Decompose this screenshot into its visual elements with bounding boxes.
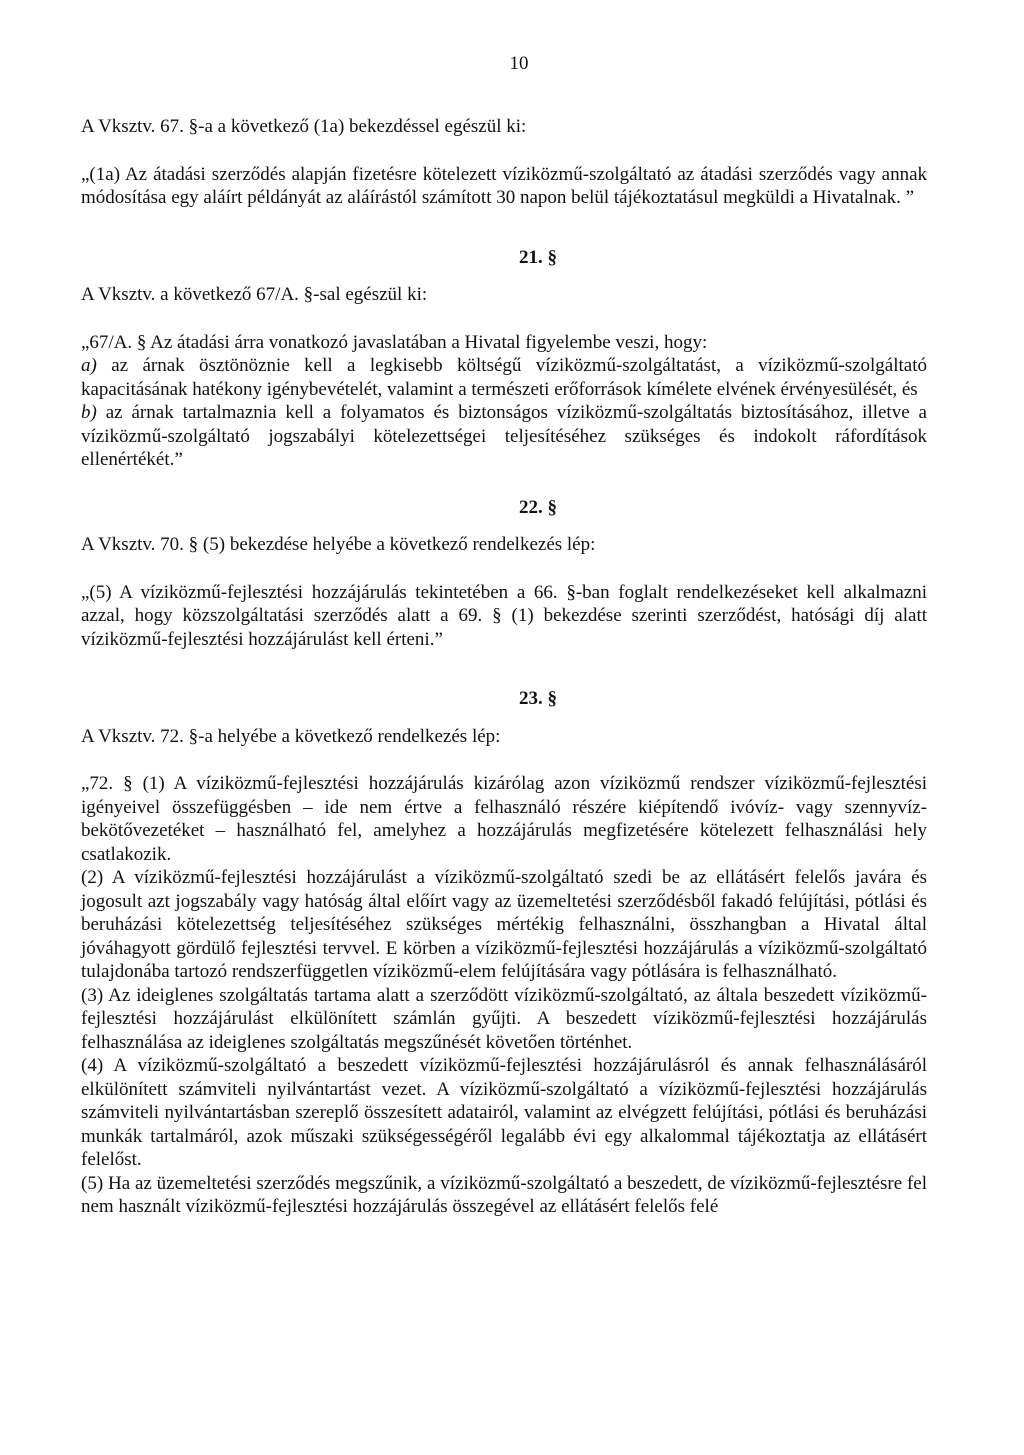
list-text-b: az árnak tartalmaznia kell a folyamatos és biztonságos víziközmű-szolgáltatás biztosításához, illetve a víziközmű-szolgáltató jogszabályi kötelezettségei teljesítéséhez szükséges és indokolt ráfordítások ellenértékét.” [81,402,927,470]
quoted-provision-70-5: „(5) A víziközmű-fejlesztési hozzájárulás tekintetében a 66. §-ban foglalt rendelkezéseket kell alkalmazni azzal, hogy közszolgáltatási szerződés alatt a 69. § (1) bekezdése szerinti szerződést, hatósági díj alatt víziközmű-fejlesztési hozzájárulást kell érteni.” [81,581,927,650]
paragraph-72-5: (5) Ha az üzemeltetési szerződés megszűnik, a víziközmű-szolgáltató a beszedett, de víziközmű-fejlesztésre fel nem használt víziközmű-fejlesztési hozzájárulás összegével az ellátásért felelős felé [81,1172,927,1217]
amendment-intro-70: A Vksztv. 70. § (5) bekezdése helyébe a következő rendelkezés lép: [81,534,596,555]
paragraph-72-1: „72. § (1) A víziközmű-fejlesztési hozzájárulás kizárólag azon víziközmű rendszer víziközmű-fejlesztési igényeivel összefüggésben – ide nem értve a felhasználó részére kiépítendő ivóvíz- vagy szennyvíz-bekötővezetéket – használható fel, amelyhez a hozzájárulás megfizetésére kötelezett felhasználási hely csatlakozik. [81,773,927,865]
list-label-b: b) [81,402,97,423]
document-body [81,115,927,1219]
section-heading-23: 23. § [519,688,557,709]
list-text-a: az árnak ösztönöznie kell a legkisebb költségű víziközmű-szolgáltatást, a víziközmű-szolgáltató kapacitásának hatékony igénybevételét, valamint a természeti erőforrások kímélete elvének érvényesülését, és [81,355,927,400]
amendment-intro-67: A Vksztv. 67. §-a a következő (1a) bekezdéssel egészül ki: [81,116,527,137]
quoted-provision-67a: „67/A. § Az átadási árra vonatkozó javaslatában a Hivatal figyelembe veszi, hogy: [81,331,708,353]
section-heading-22: 22. § [519,496,557,518]
list-label-a: a) [81,355,97,376]
paragraph-72-3: (3) Az ideiglenes szolgáltatás tartama alatt a szerződött víziközmű-szolgáltató, az általa beszedett víziközmű-fejlesztési hozzájárulást elkülönített számlán gyűjti. A beszedett víziközmű-fejlesztési hozzájárulás felhasználása az ideiglenes szolgáltatás megszűnését követően történhet. [81,984,927,1053]
list-item-b [81,401,927,472]
section-heading-21: 21. § [519,246,557,268]
paragraph-72-2: (2) A víziközmű-fejlesztési hozzájárulást a víziközmű-szolgáltató szedi be az ellátásért felelős javára és jogosult azt jogszabály vagy hatóság által előírt vagy az üzemeltetési szerződésből fakadó felújítási, pótlási és beruházási kötelezettség teljesítéséhez szükséges mértékig felhasználni, összhangban a Hivatal által jóváhagyott gördülő fejlesztési tervvel. E körben a víziközmű-fejlesztési hozzájárulás a víziközmű-szolgáltató tulajdonába tartozó rendszerfüggetlen víziközmű-elem felújítására vagy pótlására is felhasználható. [81,867,927,982]
quoted-provision-1a: „(1a) Az átadási szerződés alapján fizetésre kötelezett víziközmű-szolgáltató az átadási szerződés vagy annak módosítása egy aláírt példányát az aláírástól számított 30 napon belül tájékoztatásul megküldi a Hivatalnak. ” [81,163,927,208]
list-item-a [81,354,927,401]
page-number: 10 [509,53,529,74]
amendment-intro-67a: A Vksztv. a következő 67/A. §-sal egészül ki: [81,284,428,305]
amendment-intro-72: A Vksztv. 72. §-a helyébe a következő rendelkezés lép: [81,725,501,747]
paragraph-72-4: (4) A víziközmű-szolgáltató a beszedett víziközmű-fejlesztési hozzájárulásról és annak felhasználásáról elkülönített számviteli nyilvántartást vezet. A víziközmű-szolgáltató a víziközmű-fejlesztési hozzájárulás számviteli nyilvántartásban szereplő összesített adatairól, valamint az elvégzett felújítási, pótlási és beruházási munkák tartalmáról, azok műszaki szükségességéről legalább évi egy alkalommal tájékoztatja az ellátásért felelőst. [81,1055,927,1170]
